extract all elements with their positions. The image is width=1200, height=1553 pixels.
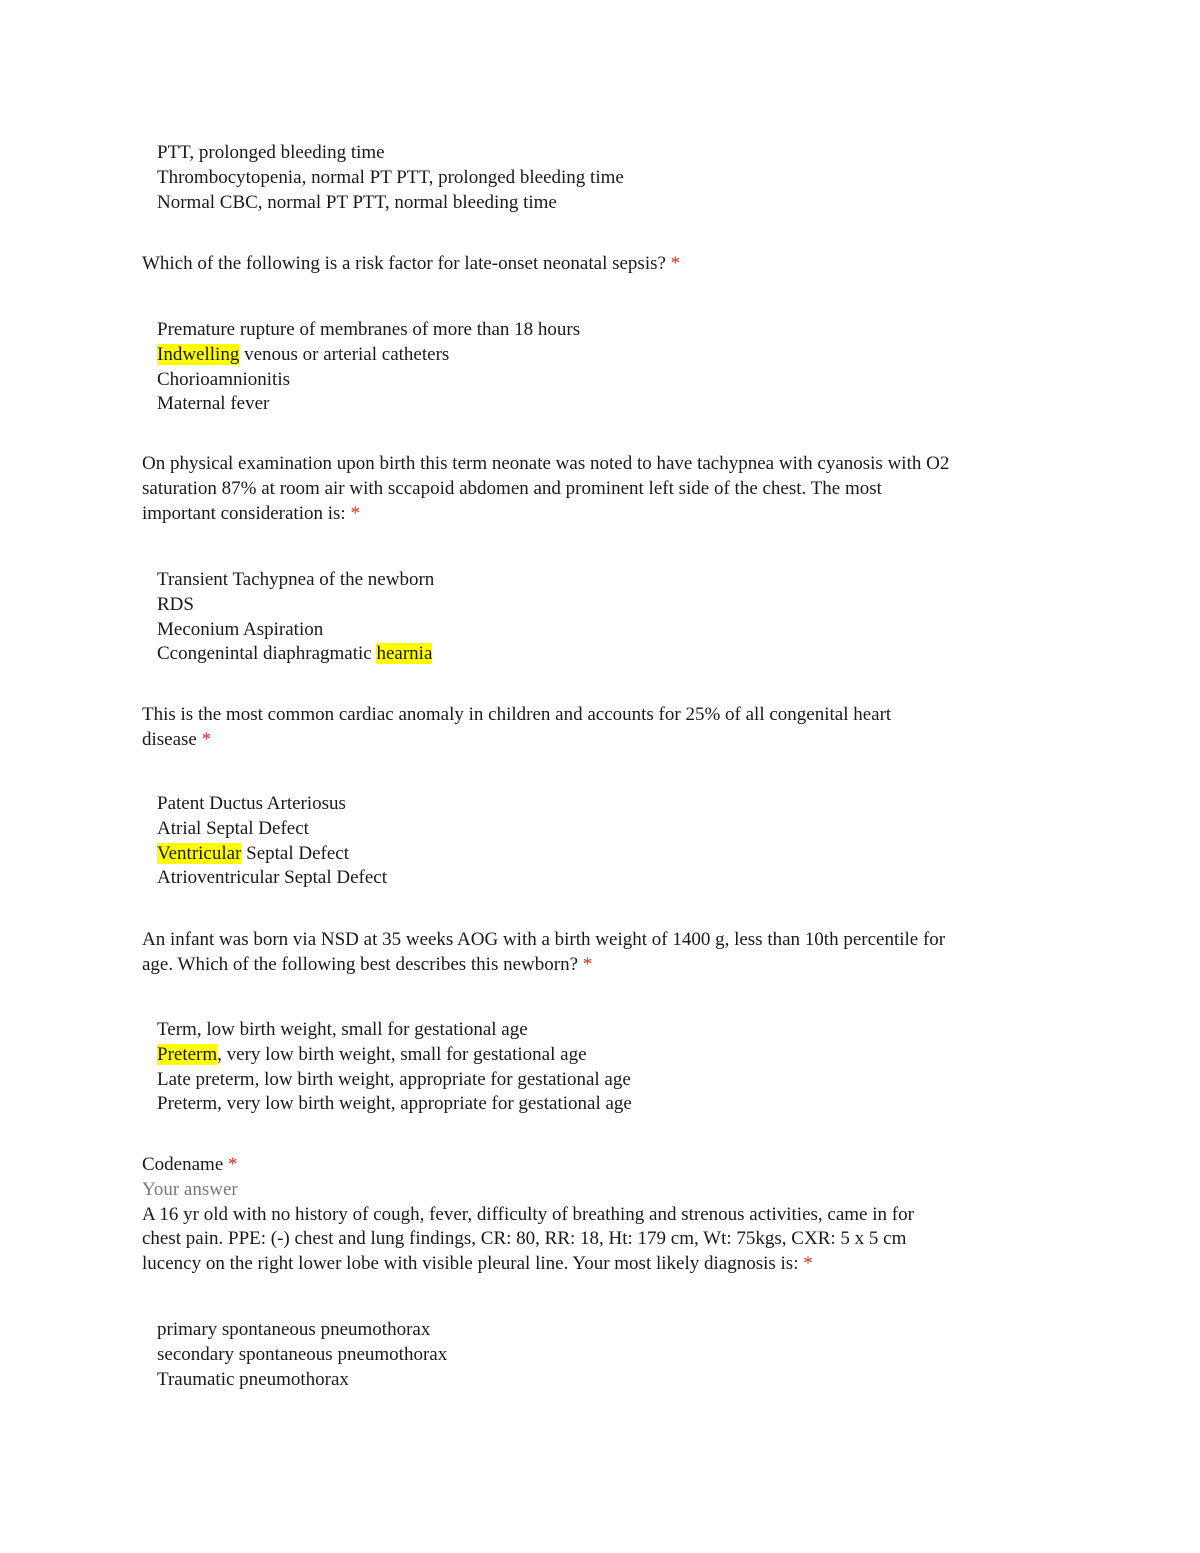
question-text-line: A 16 yr old with no history of cough, fever, difficulty of breathing and strenous activities, came in for [142,1203,914,1225]
option[interactable]: Meconium Aspiration [157,618,324,640]
required-asterisk: * [582,953,593,975]
option[interactable]: Maternal fever [157,393,270,415]
required-asterisk: * [350,502,360,524]
required-asterisk: * [670,253,681,274]
options-cardiac-anomaly [142,792,1062,891]
option[interactable]: Normal CBC, normal PT PTT, normal bleeding time [157,191,557,213]
question-physical-exam [142,452,1062,526]
question-late-onset-sepsis [142,252,1062,277]
option[interactable]: Premature rupture of membranes of more than 18 hours [157,319,581,340]
highlighted-text: Ventricular [157,842,242,864]
options-physical-exam [142,568,1062,667]
option[interactable]: Term, low birth weight, small for gestational age [157,1019,528,1040]
options-late-onset-sepsis [142,318,1062,417]
option[interactable]: Ccongenintal diaphragmatic hearnia [157,643,433,665]
question-text-line: This is the most common cardiac anomaly in children and accounts for 25% of all congenital heart [142,704,892,725]
option[interactable]: Late preterm, low birth weight, appropriate for gestational age [157,1068,631,1090]
option[interactable]: Ventricular Septal Defect [157,842,350,864]
option[interactable]: PTT, prolonged bleeding time [157,142,385,163]
option[interactable]: Preterm, very low birth weight, small for gestational age [157,1043,587,1065]
question-text-line: age. Which of the following best describes this newborn? * [142,953,593,975]
question-cardiac-anomaly [142,703,1062,753]
question-text: Which of the following is a risk factor for late-onset neonatal sepsis? * [142,253,681,274]
question-text-line: An infant was born via NSD at 35 weeks AOG with a birth weight of 1400 g, less than 10th percentile for [142,929,946,950]
highlighted-text: Preterm [157,1043,218,1065]
question-text-line: saturation 87% at room air with sccapoid abdomen and prominent left side of the chest. The most [142,477,882,499]
question-text-line: On physical examination upon birth this term neonate was noted to have tachypnea with cyanosis with O2 [142,453,950,474]
question-text-line: disease * [142,728,212,750]
previous-question-options [142,141,1062,215]
required-asterisk: * [201,728,212,750]
options-pneumothorax [142,1318,1062,1392]
codename-section [142,1153,1062,1277]
option[interactable]: secondary spontaneous pneumothorax [157,1343,448,1365]
options-newborn-classification [142,1018,1062,1117]
option[interactable]: Atrioventricular Septal Defect [157,867,388,889]
codename-label: Codename * [142,1154,238,1175]
question-text-line: lucency on the right lower lobe with visible pleural line. Your most likely diagnosis is: * [142,1253,813,1275]
highlighted-text: Indwelling [157,343,240,365]
required-asterisk: * [803,1253,813,1275]
option[interactable]: Atrial Septal Defect [157,817,309,839]
question-text-line: chest pain. PPE: (-) chest and lung findings, CR: 80, RR: 18, Ht: 179 cm, Wt: 75kgs, CXR: 5 x 5 cm [142,1228,907,1250]
option[interactable]: Indwelling venous or arterial catheters [157,343,450,365]
option[interactable]: primary spontaneous pneumothorax [157,1319,431,1340]
option[interactable]: Transient Tachypnea of the newborn [157,569,435,590]
question-newborn-classification [142,928,1062,978]
required-asterisk: * [228,1154,238,1175]
option[interactable]: Preterm, very low birth weight, appropriate for gestational age [157,1093,632,1115]
option[interactable]: Thrombocytopenia, normal PT PTT, prolonged bleeding time [157,166,624,188]
option[interactable]: Patent Ductus Arteriosus [157,793,346,814]
option[interactable]: Traumatic pneumothorax [157,1368,349,1390]
question-text-line: important consideration is: * [142,502,360,524]
highlighted-text: hearnia [376,643,433,665]
option[interactable]: RDS [157,593,194,615]
codename-answer-input[interactable]: Your answer [142,1178,238,1200]
option[interactable]: Chorioamnionitis [157,368,290,390]
